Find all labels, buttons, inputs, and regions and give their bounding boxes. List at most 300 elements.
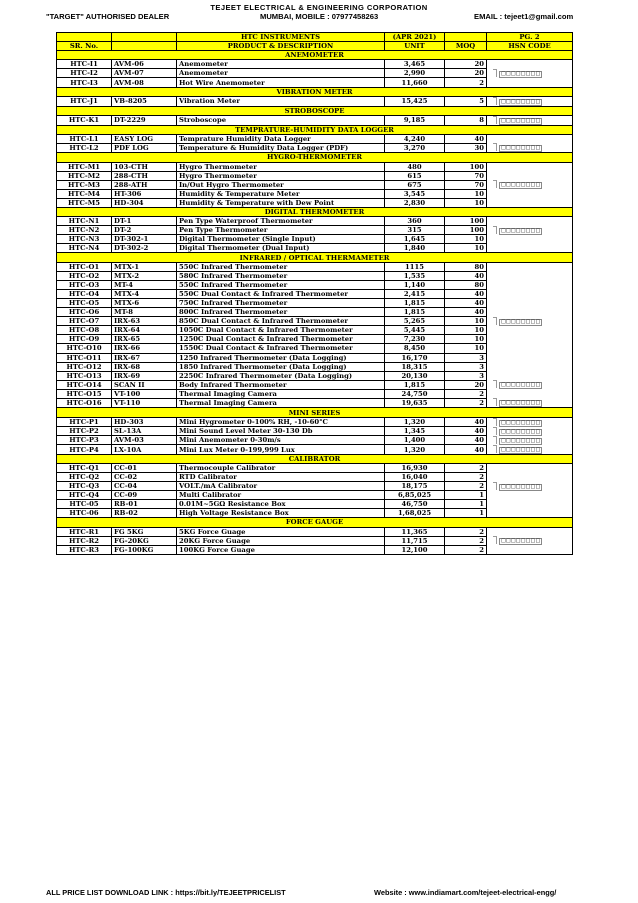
description-cell: 2250C Infrared Thermometer (Data Logging) [177,371,385,380]
moq-cell: 10 [445,326,487,335]
section-title: INFRARED / OPTICAL THERMAMETER [57,253,573,262]
unit-price-cell: 360 [385,217,445,226]
table-row [57,244,573,253]
description-cell: Thermal Imaging Camera [177,398,385,408]
table-row [57,189,573,198]
table-row [57,472,573,481]
hsn-cell [487,436,573,445]
model-cell: RB-02 [112,509,177,518]
model-cell: VT-100 [112,389,177,398]
model-cell: CC-09 [112,491,177,500]
table-row [57,445,573,455]
model-cell: MTX-4 [112,289,177,298]
unit-price-cell: 11,715 [385,536,445,545]
moq-cell: 10 [445,344,487,353]
moq-cell: 1 [445,500,487,509]
sr-no-cell: HTC-O16 [57,398,112,408]
model-cell: DT-2229 [112,115,177,125]
unit-price-cell: 16,040 [385,472,445,481]
moq-cell: 5 [445,96,487,106]
description-cell: Anemometer [177,69,385,78]
section-title: HYGRO-THERMOMETER [57,153,573,162]
moq-cell: 2 [445,536,487,545]
sr-no-cell: HTC-O3 [57,280,112,289]
sr-no-cell: HTC-N4 [57,244,112,253]
dealer-label: "TARGET" AUTHORISED DEALER [46,12,170,21]
section-header-row [57,87,573,96]
moq-cell: 3 [445,362,487,371]
section-title: MINI SERIES [57,408,573,417]
unit-price-cell: 3,465 [385,60,445,69]
hsn-code-box: □□□□□□□□ [501,428,541,435]
hsn-cell [487,335,573,344]
unit-price-cell: 15,425 [385,96,445,106]
table-row [57,280,573,289]
hsn-cell [487,280,573,289]
brace-mark [493,226,497,234]
table-row [57,308,573,317]
model-cell: FG-100KG [112,545,177,554]
section-title: TEMPRATURE-HUMIDITY DATA LOGGER [57,125,573,134]
unit-price-cell: 615 [385,171,445,180]
description-cell: 550C Infrared Thermometer [177,262,385,271]
model-cell: CC-04 [112,482,177,491]
moq-cell: 40 [445,289,487,298]
model-cell: LX-10A [112,445,177,455]
hsn-code-box: □□□□□□□□ [501,538,541,545]
model-cell: IRX-69 [112,371,177,380]
moq-cell: 100 [445,226,487,235]
table-row [57,362,573,371]
unit-price-cell: 1,815 [385,308,445,317]
hsn-code-box: □□□□□□□□ [501,400,541,407]
table-row [57,371,573,380]
table-row [57,69,573,78]
hsn-cell [487,317,573,326]
table-row [57,115,573,125]
moq-cell: 100 [445,217,487,226]
unit-price-cell: 5,265 [385,317,445,326]
sr-no-cell: HTC-M2 [57,171,112,180]
table-row [57,545,573,554]
unit-price-cell: 1,815 [385,298,445,307]
model-cell: IRX-63 [112,317,177,326]
hsn-code-box: □□□□□□□□ [501,437,541,444]
section-header-row [57,153,573,162]
unit-price-cell: 1,535 [385,271,445,280]
description-cell: Temprature Humidity Data Logger [177,134,385,143]
brace-mark [493,380,497,388]
moq-cell: 30 [445,143,487,153]
model-cell: CC-01 [112,463,177,472]
section-header-row [57,408,573,417]
unit-price-cell: 12,100 [385,545,445,554]
table-row [57,527,573,536]
table-row [57,335,573,344]
page-number: PG. 2 [487,33,573,42]
description-cell: 1250 Infrared Thermometer (Data Logging) [177,353,385,362]
hsn-cell [487,189,573,198]
brace-mark [493,398,497,406]
hsn-cell [487,536,573,545]
unit-price-cell: 9,185 [385,115,445,125]
hsn-code-box: □□□□□□□□ [501,382,541,389]
model-cell: MTX-6 [112,298,177,307]
description-cell: 1250C Dual Contact & Infrared Thermometer [177,335,385,344]
description-cell: Digital Thermometer (Dual Input) [177,244,385,253]
table-row [57,326,573,335]
brace-mark [493,116,497,124]
sr-no-cell: HTC-R3 [57,545,112,554]
table-row [57,96,573,106]
download-link[interactable]: ALL PRICE LIST DOWNLOAD LINK : https://bit.ly/TEJEETPRICELIST [46,888,286,897]
website-link[interactable]: Website : www.indiamart.com/tejeet-electrical-engg/ [374,888,557,897]
table-row [57,436,573,445]
description-cell: Mini Anemometer 0-30m/s [177,436,385,445]
unit-price-cell: 3,270 [385,143,445,153]
sr-no-cell: HTC-O1 [57,262,112,271]
table-row [57,60,573,69]
table-row [57,180,573,189]
section-title: CALIBRATOR [57,454,573,463]
brace-mark [493,143,497,151]
email-label[interactable]: EMAIL : tejeet1@gmail.com [474,12,574,21]
unit-price-cell: 16,930 [385,463,445,472]
description-cell: 550C Dual Contact & Infrared Thermometer [177,289,385,298]
unit-price-cell: 480 [385,162,445,171]
hsn-cell [487,78,573,87]
table-row [57,427,573,436]
model-cell: RB-01 [112,500,177,509]
model-cell: AVM-03 [112,436,177,445]
hsn-cell [487,527,573,536]
moq-cell: 10 [445,335,487,344]
sr-no-cell: HTC-Q4 [57,491,112,500]
sr-no-cell: HTC-O11 [57,353,112,362]
sr-no-cell: HTC-O7 [57,317,112,326]
sr-no-cell: HTC-P1 [57,417,112,427]
sr-no-cell: HTC-K1 [57,115,112,125]
model-cell: EASY LOG [112,134,177,143]
model-cell: DT-1 [112,217,177,226]
hsn-cell [487,60,573,69]
table-row [57,344,573,353]
brace-mark [493,69,497,77]
description-cell: Mini Sound Level Meter 30-130 Db [177,427,385,436]
sr-no-cell: HTC-06 [57,509,112,518]
sr-no-cell: HTC-Q1 [57,463,112,472]
moq-cell: 1 [445,509,487,518]
unit-price-cell: 1,345 [385,427,445,436]
unit-price-cell: 19,635 [385,398,445,408]
brace-mark [493,418,497,426]
unit-price-cell: 5,445 [385,326,445,335]
sr-no-cell: HTC-N1 [57,217,112,226]
description-cell: 5KG Force Guage [177,527,385,536]
section-header-row [57,208,573,217]
moq-cell: 3 [445,353,487,362]
hsn-cell [487,353,573,362]
table-row [57,289,573,298]
hsn-cell [487,235,573,244]
hsn-cell [487,362,573,371]
model-cell: IRX-65 [112,335,177,344]
model-cell: MT-4 [112,280,177,289]
moq-cell: 70 [445,171,487,180]
sr-no-cell: HTC-J1 [57,96,112,106]
moq-cell: 80 [445,262,487,271]
brace-mark [493,317,497,325]
unit-price-cell: 4,240 [385,134,445,143]
table-title: HTC INSTRUMENTS [177,33,385,42]
hsn-cell [487,344,573,353]
description-cell: 20KG Force Guage [177,536,385,545]
sr-no-cell: HTC-O15 [57,389,112,398]
model-cell: MTX-2 [112,271,177,280]
sr-no-cell: HTC-05 [57,500,112,509]
unit-price-cell: 6,85,025 [385,491,445,500]
table-row [57,317,573,326]
table-row [57,134,573,143]
hsn-cell [487,134,573,143]
sr-no-cell: HTC-O4 [57,289,112,298]
sr-no-cell: HTC-O9 [57,335,112,344]
moq-cell: 70 [445,180,487,189]
sr-no-cell: HTC-M4 [57,189,112,198]
description-cell: 800C Infrared Thermometer [177,308,385,317]
description-cell: 0.01M~5GΩ Resistance Box [177,500,385,509]
moq-cell: 3 [445,371,487,380]
description-cell: High Voltage Resistance Box [177,509,385,518]
price-date: (APR 2021) [385,33,445,42]
model-cell: VB-8205 [112,96,177,106]
description-cell: Thermal Imaging Camera [177,389,385,398]
moq-cell: 40 [445,308,487,317]
moq-cell: 40 [445,271,487,280]
sr-no-cell: HTC-O2 [57,271,112,280]
unit-price-cell: 18,315 [385,362,445,371]
hsn-cell [487,171,573,180]
description-cell: Hot Wire Anemometer [177,78,385,87]
model-cell: DT-302-1 [112,235,177,244]
description-cell: Pen Type Thermometer [177,226,385,235]
sr-no-cell: HTC-O14 [57,380,112,389]
unit-price-cell: 2,415 [385,289,445,298]
sr-no-cell: HTC-M1 [57,162,112,171]
moq-cell: 2 [445,389,487,398]
hsn-code-box: □□□□□□□□ [501,318,541,325]
model-cell: DT-2 [112,226,177,235]
model-cell: HT-306 [112,189,177,198]
table-row [57,536,573,545]
unit-price-cell: 1,840 [385,244,445,253]
unit-price-cell: 18,175 [385,482,445,491]
sr-no-cell: HTC-O12 [57,362,112,371]
hsn-code-box: □□□□□□□□ [501,117,541,124]
sr-no-cell: HTC-R2 [57,536,112,545]
description-cell: Thermocouple Calibrator [177,463,385,472]
sr-no-cell: HTC-M5 [57,198,112,207]
moq-cell: 40 [445,427,487,436]
unit-price-cell: 1,645 [385,235,445,244]
hsn-cell [487,244,573,253]
table-row [57,262,573,271]
section-header-row [57,253,573,262]
hsn-cell [487,262,573,271]
column-header-row [57,42,573,51]
hsn-cell [487,198,573,207]
sr-no-cell: HTC-Q3 [57,482,112,491]
table-row [57,380,573,389]
model-cell: PDF LOG [112,143,177,153]
unit-price-cell: 675 [385,180,445,189]
model-cell: AVM-06 [112,60,177,69]
brace-mark [493,427,497,435]
brace-mark [493,180,497,188]
address-label: MUMBAI, MOBILE : 07977458263 [260,12,379,21]
hsn-cell [487,472,573,481]
hsn-cell [487,289,573,298]
moq-cell: 10 [445,244,487,253]
unit-price-cell: 7,230 [385,335,445,344]
unit-price-cell: 1,320 [385,445,445,455]
description-cell: Mini Lux Meter 0-199,999 Lux [177,445,385,455]
unit-price-cell: 11,660 [385,78,445,87]
hsn-cell [487,463,573,472]
description-cell: Humidity & Temperature Meter [177,189,385,198]
unit-price-cell: 2,990 [385,69,445,78]
section-title: STROBOSCOPE [57,106,573,115]
moq-cell: 40 [445,417,487,427]
hsn-code-box: □□□□□□□□ [501,145,541,152]
unit-price-cell: 315 [385,226,445,235]
brace-mark [493,97,497,105]
description-cell: Pen Type Waterproof Thermometer [177,217,385,226]
model-cell: IRX-66 [112,344,177,353]
hsn-cell [487,491,573,500]
unit-price-cell: 46,750 [385,500,445,509]
model-cell: VT-110 [112,398,177,408]
table-row [57,509,573,518]
sr-no-cell: HTC-Q2 [57,472,112,481]
description-cell: Stroboscope [177,115,385,125]
hsn-cell [487,545,573,554]
brace-mark [493,482,497,490]
section-header-row [57,106,573,115]
table-row [57,482,573,491]
table-row [57,235,573,244]
hsn-cell [487,115,573,125]
unit-price-cell: 1,68,025 [385,509,445,518]
brace-mark [493,536,497,544]
description-cell: Digital Thermometer (Single Input) [177,235,385,244]
table-row [57,353,573,362]
moq-cell: 100 [445,162,487,171]
unit-price-cell: 24,750 [385,389,445,398]
hsn-code-box: □□□□□□□□ [501,98,541,105]
section-title: ANEMOMETER [57,51,573,60]
col-moq-header: MOQ [445,42,487,51]
model-cell: AVM-07 [112,69,177,78]
hsn-cell [487,271,573,280]
sr-no-cell: HTC-R1 [57,527,112,536]
model-cell: HD-303 [112,417,177,427]
hsn-code-box: □□□□□□□□ [501,182,541,189]
hsn-cell [487,371,573,380]
moq-cell: 10 [445,189,487,198]
table-row [57,398,573,408]
description-cell: 1050C Dual Contact & Infrared Thermometer [177,326,385,335]
table-row [57,226,573,235]
model-cell: IRX-64 [112,326,177,335]
table-row [57,217,573,226]
model-cell: HD-304 [112,198,177,207]
table-row [57,162,573,171]
description-cell: 1850 Infrared Thermometer (Data Logging) [177,362,385,371]
description-cell: Humidity & Temperature with Dew Point [177,198,385,207]
description-cell: 550C Infrared Thermometer [177,280,385,289]
unit-price-cell: 1,815 [385,380,445,389]
hsn-code-box: □□□□□□□□ [501,419,541,426]
model-cell: IRX-68 [112,362,177,371]
moq-cell: 2 [445,472,487,481]
hsn-cell [487,398,573,408]
moq-cell: 20 [445,60,487,69]
sr-no-cell: HTC-I1 [57,60,112,69]
title-row [57,33,573,42]
model-cell: MTX-1 [112,262,177,271]
table-row [57,271,573,280]
sr-no-cell: HTC-O8 [57,326,112,335]
moq-cell: 40 [445,298,487,307]
unit-price-cell: 16,170 [385,353,445,362]
model-cell: SL-13A [112,427,177,436]
hsn-cell [487,445,573,455]
moq-cell: 20 [445,380,487,389]
col-hsn-header: HSN CODE [487,42,573,51]
description-cell: Hygro Thermometer [177,162,385,171]
moq-cell: 8 [445,115,487,125]
hsn-cell [487,217,573,226]
hsn-cell [487,500,573,509]
description-cell: 100KG Force Guage [177,545,385,554]
hsn-cell [487,143,573,153]
sr-no-cell: HTC-L2 [57,143,112,153]
unit-price-cell: 11,365 [385,527,445,536]
hsn-cell [487,226,573,235]
hsn-code-box: □□□□□□□□ [501,483,541,490]
section-header-row [57,454,573,463]
table-row [57,500,573,509]
hsn-cell [487,427,573,436]
model-cell: SCAN II [112,380,177,389]
moq-cell: 2 [445,482,487,491]
moq-cell: 2 [445,78,487,87]
section-header-row [57,125,573,134]
section-title: VIBRATION METER [57,87,573,96]
table-row [57,491,573,500]
table-row [57,298,573,307]
moq-cell: 2 [445,527,487,536]
table-row [57,171,573,180]
model-cell: 103-CTH [112,162,177,171]
description-cell: 750C Infrared Thermometer [177,298,385,307]
sr-no-cell: HTC-P2 [57,427,112,436]
model-cell: CC-02 [112,472,177,481]
hsn-cell [487,298,573,307]
model-cell: FG-20KG [112,536,177,545]
model-cell: DT-302-2 [112,244,177,253]
